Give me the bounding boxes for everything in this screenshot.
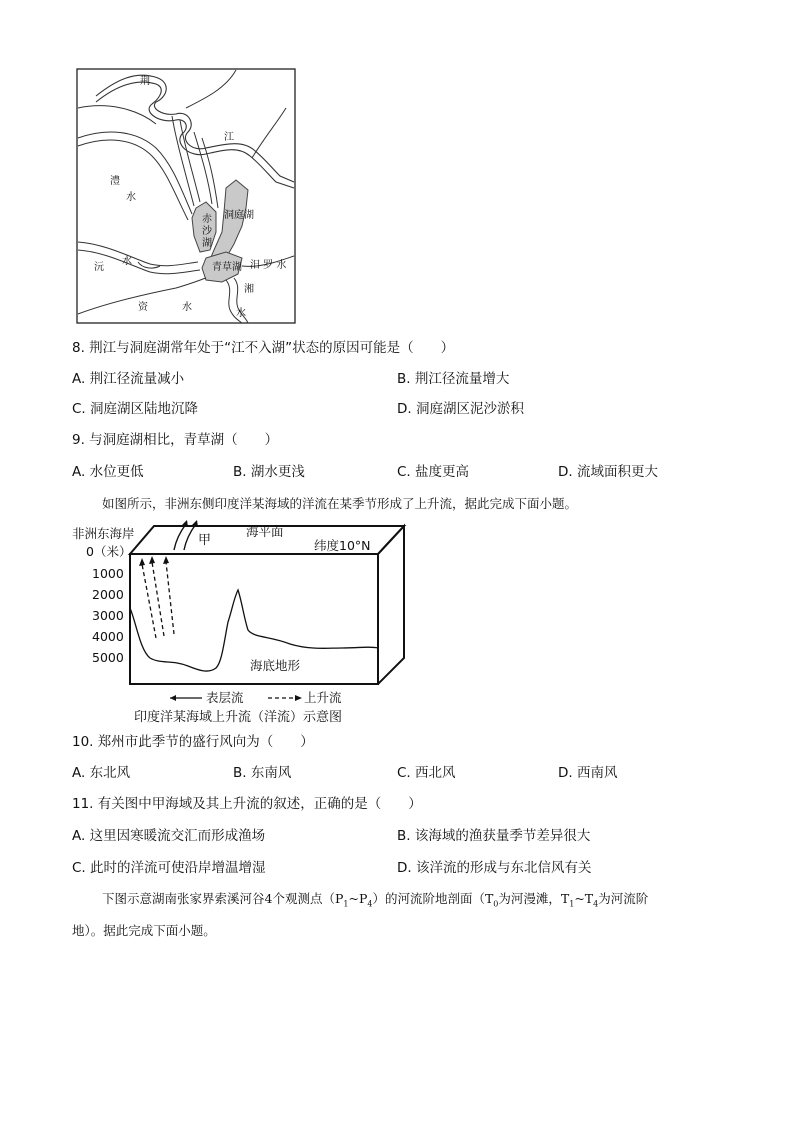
label-jing: 荆 xyxy=(140,76,150,87)
question-11-option-a[interactable]: A. 这里因寒暖流交汇而形成渔场 xyxy=(72,828,266,844)
question-11-option-d[interactable]: D. 该洋流的形成与东北信风有关 xyxy=(397,860,592,876)
depth-tick-label: 2000 xyxy=(92,587,124,602)
intro-text: 为河漫滩，T xyxy=(498,891,570,906)
label-zi-shui: 水 xyxy=(182,302,192,313)
question-9-option-b[interactable]: B. 湖水更浅 xyxy=(233,464,305,480)
intro-text: ）的河流阶地剖面（T xyxy=(372,891,494,906)
intro-text: 为河流阶 xyxy=(598,891,649,906)
label-latitude: 纬度10°N xyxy=(314,538,371,553)
question-8-option-a[interactable]: A. 荆江径流量减小 xyxy=(72,371,185,387)
label-dongting: 洞庭湖 xyxy=(224,210,254,221)
intro-upwelling: 如图所示，非洲东侧印度洋某海域的洋流在某季节形成了上升流，据此完成下面小题。 xyxy=(102,496,578,511)
label-li: 澧 xyxy=(110,176,120,187)
intro-text: ~T xyxy=(574,891,594,906)
question-9-stem: 9. 与洞庭湖相比，青草湖（ ） xyxy=(72,432,279,448)
depth-axis-labels xyxy=(92,566,124,665)
label-africa-coast: 非洲东海岸 xyxy=(72,526,135,541)
diagram-caption: 印度洋某海域上升流（洋流）示意图 xyxy=(134,710,343,725)
label-xiang: 湘 xyxy=(244,284,254,295)
label-xiang-shui: 水 xyxy=(236,308,246,319)
question-11-option-b[interactable]: B. 该海域的渔获量季节差异很大 xyxy=(397,828,591,844)
label-yuan: 沅 xyxy=(94,262,104,273)
legend-upwelling: 上升流 xyxy=(304,690,342,705)
subscript: 1 xyxy=(343,899,349,909)
depth-tick-label: 5000 xyxy=(92,650,124,665)
question-10-stem: 10. 郑州市此季节的盛行风向为（ ） xyxy=(72,734,314,750)
question-10-option-c[interactable]: C. 西北风 xyxy=(397,765,456,781)
label-seabed: 海底地形 xyxy=(250,658,301,673)
label-sha: 沙 xyxy=(202,226,212,237)
question-8-option-c[interactable]: C. 洞庭湖区陆地沉降 xyxy=(72,401,199,417)
label-hu: 湖 xyxy=(202,238,212,249)
question-10-option-a[interactable]: A. 东北风 xyxy=(72,765,131,781)
label-zi: 资 xyxy=(138,302,148,313)
question-11-option-c[interactable]: C. 此时的洋流可使沿岸增温增湿 xyxy=(72,860,266,876)
surface-current-arrows xyxy=(174,524,196,550)
subscript: 4 xyxy=(593,899,599,909)
label-zero-depth: 0（米） xyxy=(86,544,132,559)
question-11-stem: 11. 有关图中甲海域及其上升流的叙述，正确的是（ ） xyxy=(72,796,422,812)
label-sea-level: 海平面 xyxy=(246,524,284,539)
label-chi: 赤 xyxy=(202,214,212,225)
dongting-lake-map xyxy=(76,68,296,324)
upwelling-diagram xyxy=(70,518,410,728)
label-li-shui: 水 xyxy=(126,192,136,203)
question-8-option-d[interactable]: D. 洞庭湖区泥沙淤积 xyxy=(397,401,524,417)
label-qingcao: 青草湖 xyxy=(212,262,242,273)
question-8-stem: 8. 荆江与洞庭湖常年处于“江不入湖”状态的原因可能是（ ） xyxy=(72,340,455,356)
depth-tick-label: 3000 xyxy=(92,608,124,623)
intro-text: 下图示意湖南张家界索溪河谷4个观测点（P xyxy=(102,891,344,906)
question-10-option-b[interactable]: B. 东南风 xyxy=(233,765,292,781)
label-miluo: 汨 罗 水 xyxy=(250,260,287,271)
question-9-option-a[interactable]: A. 水位更低 xyxy=(72,464,144,480)
diagram-legend xyxy=(170,690,342,705)
question-8-option-b[interactable]: B. 荆江径流量增大 xyxy=(397,371,510,387)
subscript: 1 xyxy=(569,899,575,909)
depth-tick-label: 4000 xyxy=(92,629,124,644)
question-10-option-d[interactable]: D. 西南风 xyxy=(558,765,618,781)
legend-surface-current: 表层流 xyxy=(206,690,244,705)
question-9-option-c[interactable]: C. 盐度更高 xyxy=(397,464,470,480)
subscript: 4 xyxy=(367,899,373,909)
subscript: 0 xyxy=(493,899,499,909)
label-jia: 甲 xyxy=(198,533,212,548)
upwelling-arrowheads xyxy=(139,556,169,566)
upwelling-arrows xyxy=(142,562,174,638)
intro-river-terrace-line2: 地）。据此完成下面小题。 xyxy=(72,923,216,938)
intro-text: ~P xyxy=(348,891,368,906)
label-jiang: 江 xyxy=(224,132,234,143)
depth-tick-label: 1000 xyxy=(92,566,124,581)
intro-river-terrace xyxy=(102,889,648,909)
question-9-option-d[interactable]: D. 流域面积更大 xyxy=(558,464,658,480)
label-yuan-shui: 水 xyxy=(122,256,132,267)
